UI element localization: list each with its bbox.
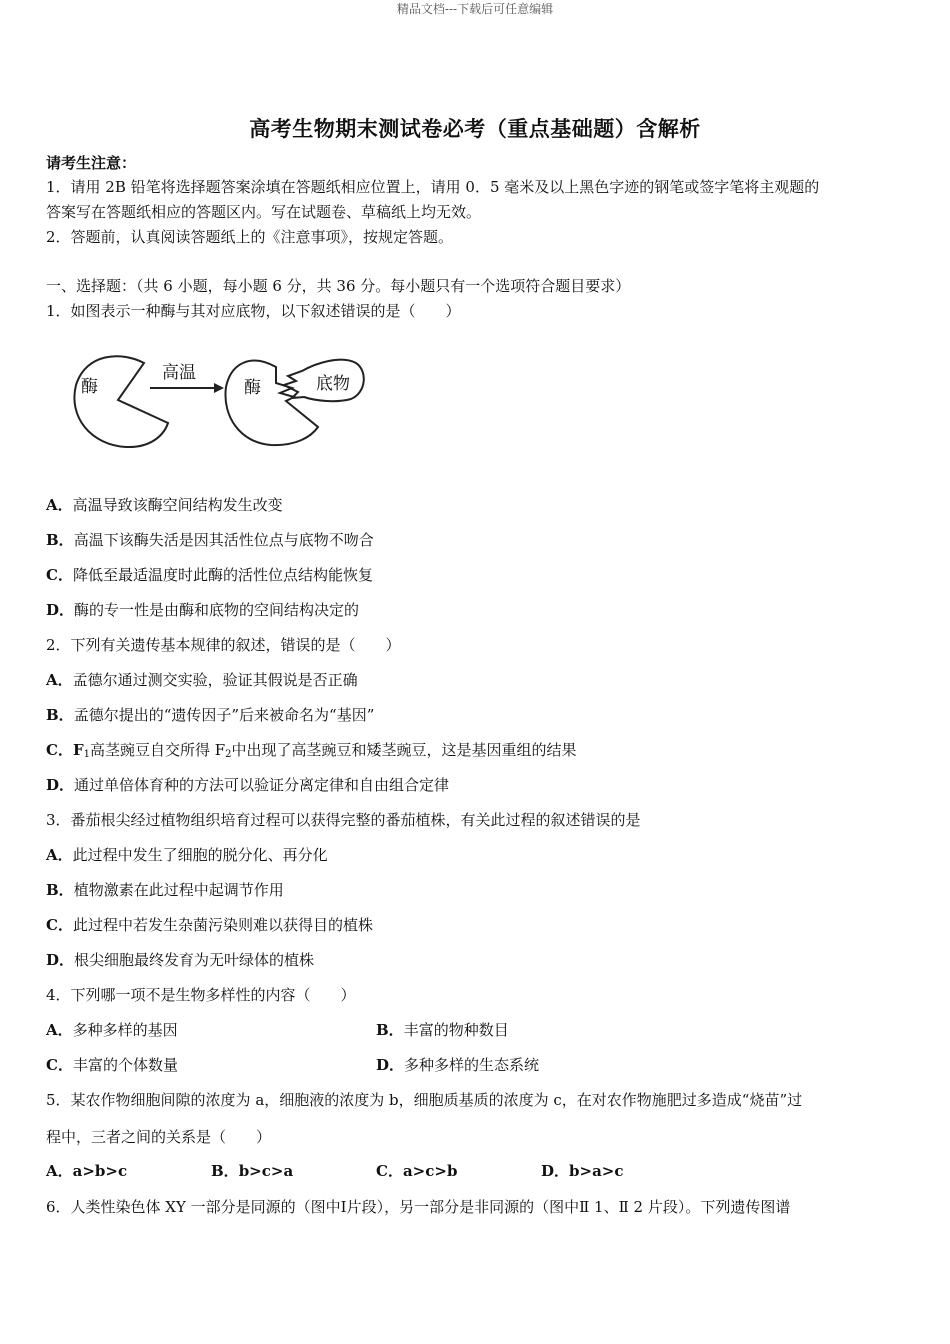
option-text: b>a>c <box>569 1162 624 1180</box>
question-3-option-d <box>46 950 314 970</box>
option-label: B． <box>46 706 74 724</box>
option-label: D． <box>46 601 75 619</box>
option-label: B． <box>46 881 74 899</box>
question-4-option-a <box>46 1020 178 1040</box>
substrate-label: 底物 <box>316 374 350 394</box>
option-text: a>c>b <box>402 1162 458 1180</box>
option-text-post: 中出现了高茎豌豆和矮茎豌豆，这是基因重组的结果 <box>231 741 577 759</box>
subscript-2: 2 <box>225 749 232 760</box>
question-3-stem: 3．番茄根尖经过植物组织培育过程可以获得完整的番茄植株，有关此过程的叙述错误的是 <box>46 811 641 829</box>
option-text: 孟德尔通过测交实验，验证其假说是否正确 <box>72 671 358 689</box>
option-text: 通过单倍体育种的方法可以验证分离定律和自由组合定律 <box>74 776 450 794</box>
question-4-option-b <box>376 1020 509 1040</box>
option-text: 高温下该酶失活是因其活性位点与底物不吻合 <box>73 531 374 549</box>
option-label: A． <box>46 1021 73 1039</box>
option-label: C． <box>46 566 73 584</box>
question-3-option-a <box>46 845 328 865</box>
enzyme-shape-left <box>74 356 168 447</box>
question-1-stem: 1．如图表示一种酶与其对应底物，以下叙述错误的是（ ） <box>46 302 461 320</box>
question-2-option-c <box>46 740 577 765</box>
question-2-option-b <box>46 705 374 725</box>
enzyme-substrate-figure <box>66 345 376 455</box>
option-label: A． <box>46 1162 73 1180</box>
notice-item-2: 2．答题前，认真阅读答题纸上的《注意事项》，按规定答题。 <box>46 228 454 246</box>
option-text: 降低至最适温度时此酶的活性位点结构能恢复 <box>72 566 373 584</box>
question-5-option-d <box>541 1161 624 1181</box>
option-text: 丰富的个体数量 <box>72 1056 178 1074</box>
question-2-option-d <box>46 775 449 795</box>
option-text: 丰富的物种数目 <box>403 1021 509 1039</box>
question-4-option-d <box>376 1055 539 1075</box>
option-label: A． <box>46 496 73 514</box>
question-3-option-c <box>46 915 373 935</box>
notice-item-1-line-2: 答案写在答题纸相应的答题区内。写在试题卷、草稿纸上均无效。 <box>46 203 482 221</box>
question-5-stem-line-2: 程中，三者之间的关系是（ ） <box>46 1128 272 1146</box>
option-text: 高温导致该酶空间结构发生改变 <box>72 496 283 514</box>
header-note: 精品文档---下载后可任意编辑 <box>396 2 554 16</box>
question-5-option-a <box>46 1161 127 1181</box>
option-text: a>b>c <box>72 1162 128 1180</box>
option-label: A． <box>46 846 73 864</box>
option-text: 植物激素在此过程中起调节作用 <box>73 881 284 899</box>
question-5-option-b <box>211 1161 293 1181</box>
question-1-option-a <box>46 495 283 515</box>
option-text-mid: 高茎豌豆自交所得 F <box>89 741 226 759</box>
option-label: C． <box>46 916 73 934</box>
option-label: B． <box>46 531 74 549</box>
option-text: 多种多样的生态系统 <box>404 1056 540 1074</box>
option-label: D． <box>46 776 75 794</box>
notice-item-1-line-1: 1．请用 2B 铅笔将选择题答案涂填在答题纸相应位置上，请用 0．5 毫米及以上黑色字迹的钢笔或签字笔将主观题的 <box>46 178 820 196</box>
option-label: B． <box>211 1162 239 1180</box>
question-5-stem-line-1: 5．某农作物细胞间隙的浓度为 a，细胞液的浓度为 b，细胞质基质的浓度为 c，在对农作物施肥过多造成“烧苗”过 <box>46 1091 803 1109</box>
option-label: D． <box>376 1056 405 1074</box>
option-text: 此过程中发生了细胞的脱分化、再分化 <box>72 846 328 864</box>
enzyme-label-right: 酶 <box>244 378 261 398</box>
option-label: D． <box>46 951 75 969</box>
option-label: A． <box>46 671 73 689</box>
option-label: C． <box>376 1162 403 1180</box>
question-3-option-b <box>46 880 284 900</box>
option-text: b>c>a <box>238 1162 294 1180</box>
option-label: C． <box>46 741 73 759</box>
notice-heading: 请考生注意： <box>46 154 137 172</box>
option-label: C． <box>46 1056 73 1074</box>
question-1-option-d <box>46 600 359 620</box>
option-label: B． <box>376 1021 404 1039</box>
question-6-stem-line-1: 6．人类性染色体 XY 一部分是同源的（图中Ⅰ片段），另一部分是非同源的（图中Ⅱ 1、Ⅱ 2 片段）。下列遗传图谱 <box>46 1198 791 1216</box>
section-heading: 一、选择题：（共 6 小题，每小题 6 分，共 36 分。每小题只有一个选项符合题目要求） <box>46 277 631 295</box>
question-1-option-b <box>46 530 374 550</box>
arrow-head <box>214 383 224 393</box>
question-2-option-a <box>46 670 358 690</box>
arrow-label: 高温 <box>162 363 196 383</box>
option-text: 此过程中若发生杂菌污染则难以获得目的植株 <box>72 916 373 934</box>
enzyme-shape-right <box>225 361 318 445</box>
question-2-stem: 2．下列有关遗传基本规律的叙述，错误的是（ ） <box>46 636 401 654</box>
option-text: 酶的专一性是由酶和底物的空间结构决定的 <box>74 601 360 619</box>
option-text: 孟德尔提出的“遗传因子”后来被命名为“基因” <box>73 706 375 724</box>
option-text-f: F <box>72 741 84 759</box>
question-1-option-c <box>46 565 373 585</box>
option-text: 多种多样的基因 <box>72 1021 178 1039</box>
question-5-option-c <box>376 1161 457 1181</box>
subscript-1: 1 <box>83 749 90 760</box>
page-title: 高考生物期末测试卷必考（重点基础题）含解析 <box>249 116 701 141</box>
question-4-option-c <box>46 1055 178 1075</box>
option-label: D． <box>541 1162 570 1180</box>
question-4-stem: 4．下列哪一项不是生物多样性的内容（ ） <box>46 986 356 1004</box>
option-text: 根尖细胞最终发育为无叶绿体的植株 <box>74 951 315 969</box>
enzyme-label-left: 酶 <box>81 377 98 397</box>
